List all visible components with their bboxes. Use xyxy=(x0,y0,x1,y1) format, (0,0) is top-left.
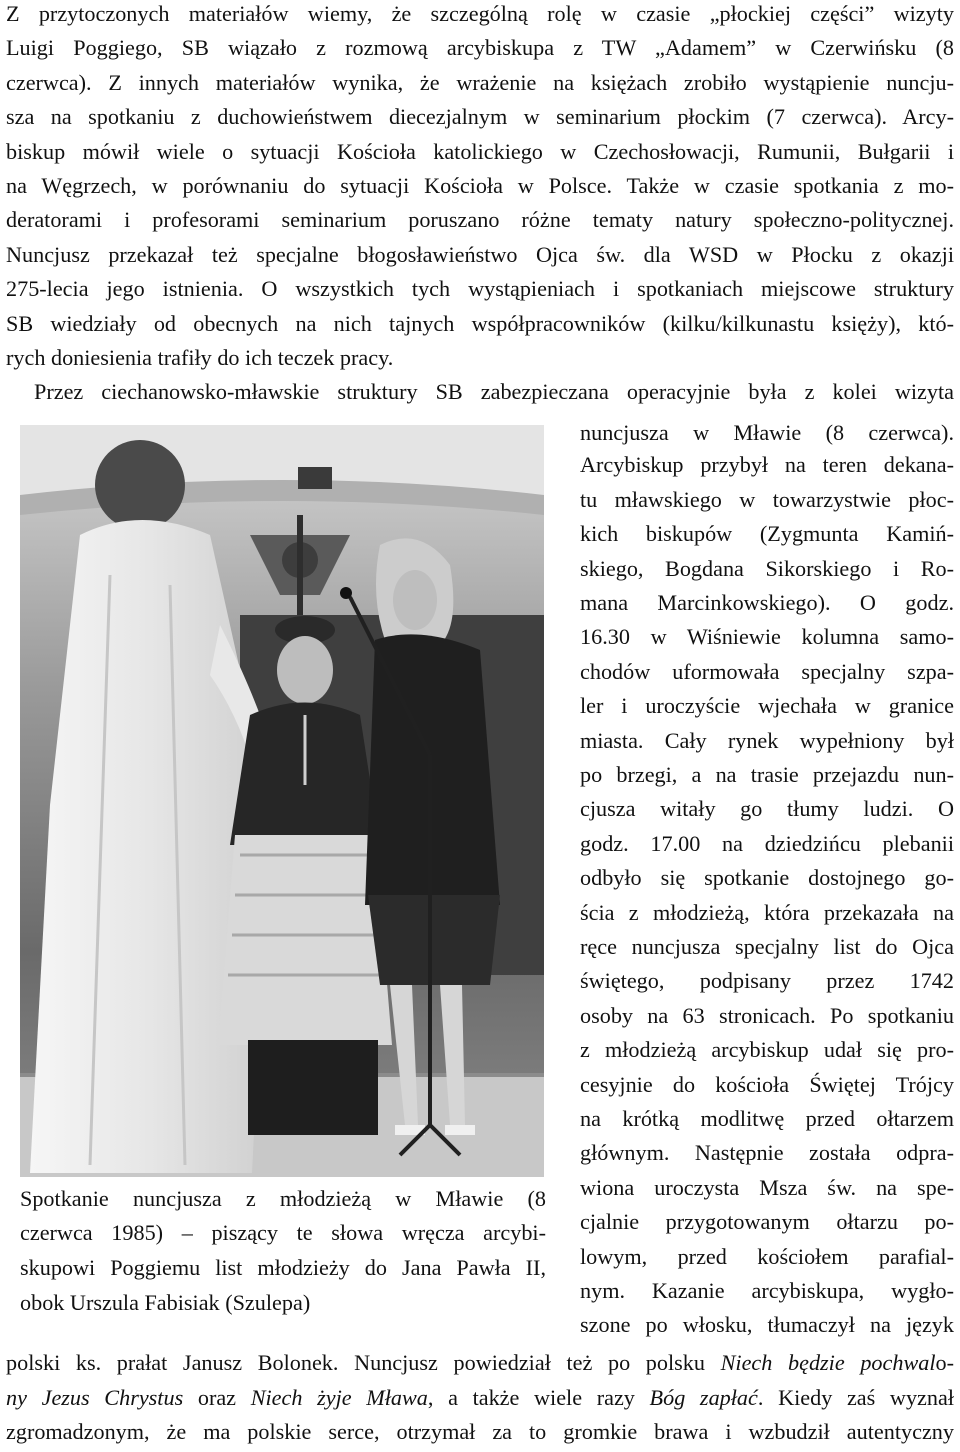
p1-line: deratorami i profesorami seminarium poruszano różne tematy natury społeczno-politycznej. xyxy=(6,207,954,232)
photograph xyxy=(20,425,544,1177)
rc-line: cjusza witały go tłumy ludzi. O xyxy=(580,796,954,821)
italic-run: Bóg zapłać xyxy=(649,1385,758,1410)
text-run: polski ks. prałat Janusz Bolonek. Nuncjusz powiedział też po polsku xyxy=(6,1350,721,1375)
rc-line: świętego, podpisany przez 1742 xyxy=(580,968,954,993)
rc-line: wiona uroczysta Msza św. na spe- xyxy=(580,1175,954,1200)
p1-line: Luigi Poggiego, SB wiązało z rozmową arcybiskupa z TW „Adamem” w Czerwińsku (8 xyxy=(6,35,954,60)
rc-line: na krótką modlitwę przed ołtarzem xyxy=(580,1106,954,1131)
italic-run: Niech będzie pochwal xyxy=(720,1350,936,1375)
text-run: oraz xyxy=(183,1385,251,1410)
bottom-line xyxy=(6,1346,954,1380)
p1-line: na Węgrzech, w porównaniu do sytuacji Kościoła w Polsce. Także w czasie spotkania z mo- xyxy=(6,173,954,198)
rc-line: miasta. Cały rynek wypełniony był xyxy=(580,728,954,753)
p1-line: 275-lecia jego istnienia. O wszystkich tych wystąpieniach i spotkaniach miejscowe struktury xyxy=(6,276,954,301)
p2-first-line: Przez ciechanowsko-mławskie struktury SB zabezpieczana operacyjnie była z kolei wizyta xyxy=(34,379,954,404)
text-run: , a także wiele razy xyxy=(427,1385,650,1410)
rc-line: szone po włosku, tłumaczył na język xyxy=(580,1312,954,1337)
italic-run: ny Jezus Chrystus xyxy=(6,1385,184,1410)
rc-line: po brzegi, a na trasie przejazdu nun- xyxy=(580,762,954,787)
rc-line: kich biskupów (Zygmunta Kamiń- xyxy=(580,521,954,546)
caption-line: Spotkanie nuncjusza z młodzieżą w Mławie (8 xyxy=(20,1186,546,1211)
rc-line: cesyjnie do kościoła Świętej Trójcy xyxy=(580,1072,954,1097)
rc-line: 16.30 w Wiśniewie kolumna samo- xyxy=(580,624,954,649)
p1-line: Nuncjusz przekazał też specjalne błogosławieństwo Ojca św. dla WSD w Płocku z okazji xyxy=(6,242,954,267)
rc-line: ler i uroczyście wjechała w granice xyxy=(580,693,954,718)
rc-line: odbyło się spotkanie dostojnego go- xyxy=(580,865,954,890)
rc-line: skiego, Bogdana Sikorskiego i Ro- xyxy=(580,556,954,581)
p1-line: biskup mówił wiele o sytuacji Kościoła katolickiego w Czechosłowacji, Rumunii, Bułgarii i xyxy=(6,139,954,164)
bottom-line: zgromadzonym, że ma polskie serce, otrzymał za to gromkie brawa i wzbudził autentyczny xyxy=(6,1419,954,1444)
p1-line: rych doniesienia trafiły do ich teczek pracy. xyxy=(6,345,394,370)
caption-line: czerwca 1985) – piszący te słowa wręcza arcybi- xyxy=(20,1220,546,1245)
lamp xyxy=(298,467,332,489)
rc-line: ręce nuncjusza specjalny list do Ojca xyxy=(580,934,954,959)
rc-line: nuncjusza w Mławie (8 czerwca). xyxy=(580,420,954,445)
rc-line: ścia z młodzieżą, która przekazała na xyxy=(580,900,954,925)
caption-line: skupowi Poggiemu list młodzieży do Jana Pawła II, xyxy=(20,1255,546,1280)
rc-line: z młodzieżą arcybiskup udał się pro- xyxy=(580,1037,954,1062)
text-run: o- xyxy=(935,1350,954,1375)
rc-line: tu mławskiego w towarzystwie płoc- xyxy=(580,487,954,512)
caption-line: obok Urszula Fabisiak (Szulepa) xyxy=(20,1290,311,1315)
p1-line: sza na spotkaniu z duchowieństwem diecezjalnym w seminarium płockim (7 czerwca). Arcy- xyxy=(6,104,954,129)
rc-line: osoby na 63 stronicach. Po spotkaniu xyxy=(580,1003,954,1028)
rc-line: Arcybiskup przybył na teren dekana- xyxy=(580,452,954,477)
p1-line: Z przytoczonych materiałów wiemy, że szczególną rolę w czasie „płockiej części” wizyty xyxy=(6,1,954,26)
p1-line: SB wiedziały od obecnych na nich tajnych współpracowników (kilku/kilkunastu księży), któ- xyxy=(6,311,954,336)
bottom-line xyxy=(6,1381,954,1415)
rc-line: cjalnie przygotowanym ołtarzu po- xyxy=(580,1209,954,1234)
rc-line: mana Marcinkowskiego). O godz. xyxy=(580,590,954,615)
italic-run: Niech żyje Mława xyxy=(250,1385,428,1410)
rc-line: chodów uformowała specjalny szpa- xyxy=(580,659,954,684)
rc-line: głównym. Następnie została odpra- xyxy=(580,1140,954,1165)
rc-line: nym. Kazanie arcybiskupa, wygło- xyxy=(580,1278,954,1303)
rc-line: godz. 17.00 na dziedzińcu plebanii xyxy=(580,831,954,856)
rc-line: lowym, przed kościołem parafial- xyxy=(580,1244,954,1269)
text-run: . Kiedy zaś wyznał xyxy=(757,1385,954,1410)
p1-line: czerwca). Z innych materiałów wynika, że wrażenie na księżach zrobiło wystąpienie nuncju- xyxy=(6,70,954,95)
